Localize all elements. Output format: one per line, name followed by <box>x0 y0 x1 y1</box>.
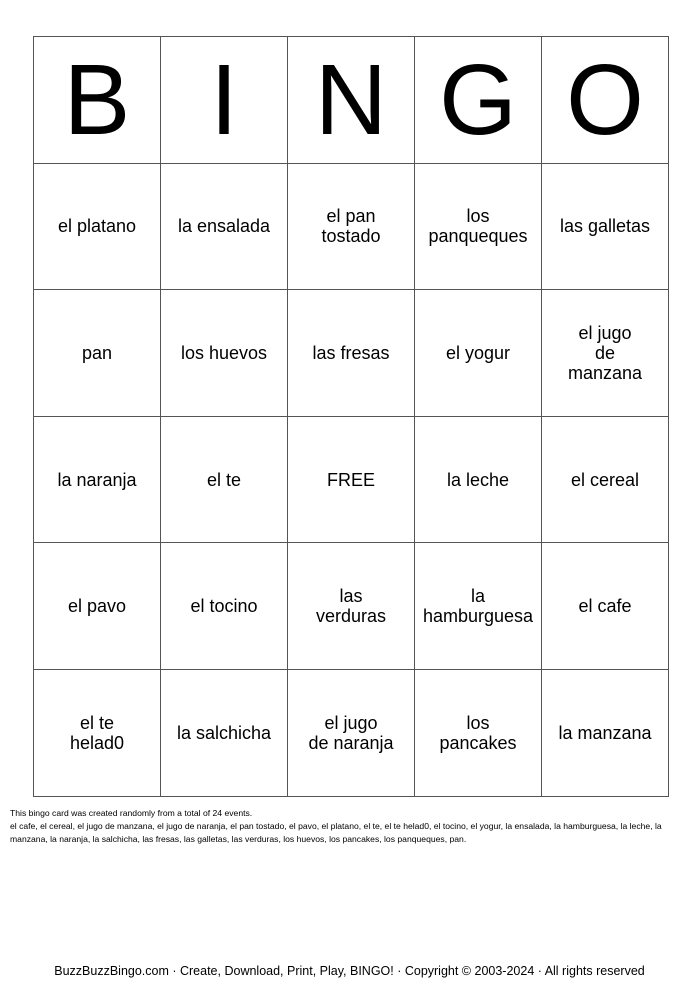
card-cell: el jugo de naranja <box>288 669 415 796</box>
header-letter: I <box>161 37 288 164</box>
header-letter: N <box>288 37 415 164</box>
card-cell: las fresas <box>288 290 415 417</box>
card-cell: el cereal <box>542 416 669 543</box>
card-cell: el tocino <box>161 543 288 670</box>
card-cell: las galletas <box>542 163 669 290</box>
card-cell: el yogur <box>415 290 542 417</box>
card-row <box>34 290 669 417</box>
events-list: el cafe, el cereal, el jugo de manzana, el jugo de naranja, el pan tostado, el pavo, el platano, el te, el te helad0, el tocino, el yogur, la ensalada, la hamburguesa, la leche, la manzana, la naranja, la salchicha, las fresas, las galletas, las verduras, los huevos, los pancakes, los panqueques, pan. <box>10 821 662 844</box>
card-cell: la naranja <box>34 416 161 543</box>
card-row <box>34 543 669 670</box>
card-row <box>34 669 669 796</box>
card-cell: los panqueques <box>415 163 542 290</box>
card-cell: la leche <box>415 416 542 543</box>
header-letter: O <box>542 37 669 164</box>
bingo-card <box>33 36 669 797</box>
card-cell: la hamburguesa <box>415 543 542 670</box>
card-cell: la ensalada <box>161 163 288 290</box>
events-summary: This bingo card was created randomly from a total of 24 events. <box>10 808 253 818</box>
card-row <box>34 163 669 290</box>
card-cell: el te <box>161 416 288 543</box>
header-row <box>34 37 669 164</box>
card-cell: el te helad0 <box>34 669 161 796</box>
card-cell: el cafe <box>542 543 669 670</box>
card-cell: el platano <box>34 163 161 290</box>
card-row <box>34 416 669 543</box>
card-cell: la manzana <box>542 669 669 796</box>
card-cell: el pan tostado <box>288 163 415 290</box>
footer: BuzzBuzzBingo.com · Create, Download, Print, Play, BINGO! · Copyright © 2003-2024 · All rights reserved <box>54 964 645 978</box>
header-letter: B <box>34 37 161 164</box>
card-cell: el jugo de manzana <box>542 290 669 417</box>
header-letter: G <box>415 37 542 164</box>
card-cell: los pancakes <box>415 669 542 796</box>
card-cell: pan <box>34 290 161 417</box>
free-cell: FREE <box>288 416 415 543</box>
card-cell: la salchicha <box>161 669 288 796</box>
card-cell: las verduras <box>288 543 415 670</box>
card-info <box>10 807 690 846</box>
card-cell: los huevos <box>161 290 288 417</box>
card-cell: el pavo <box>34 543 161 670</box>
